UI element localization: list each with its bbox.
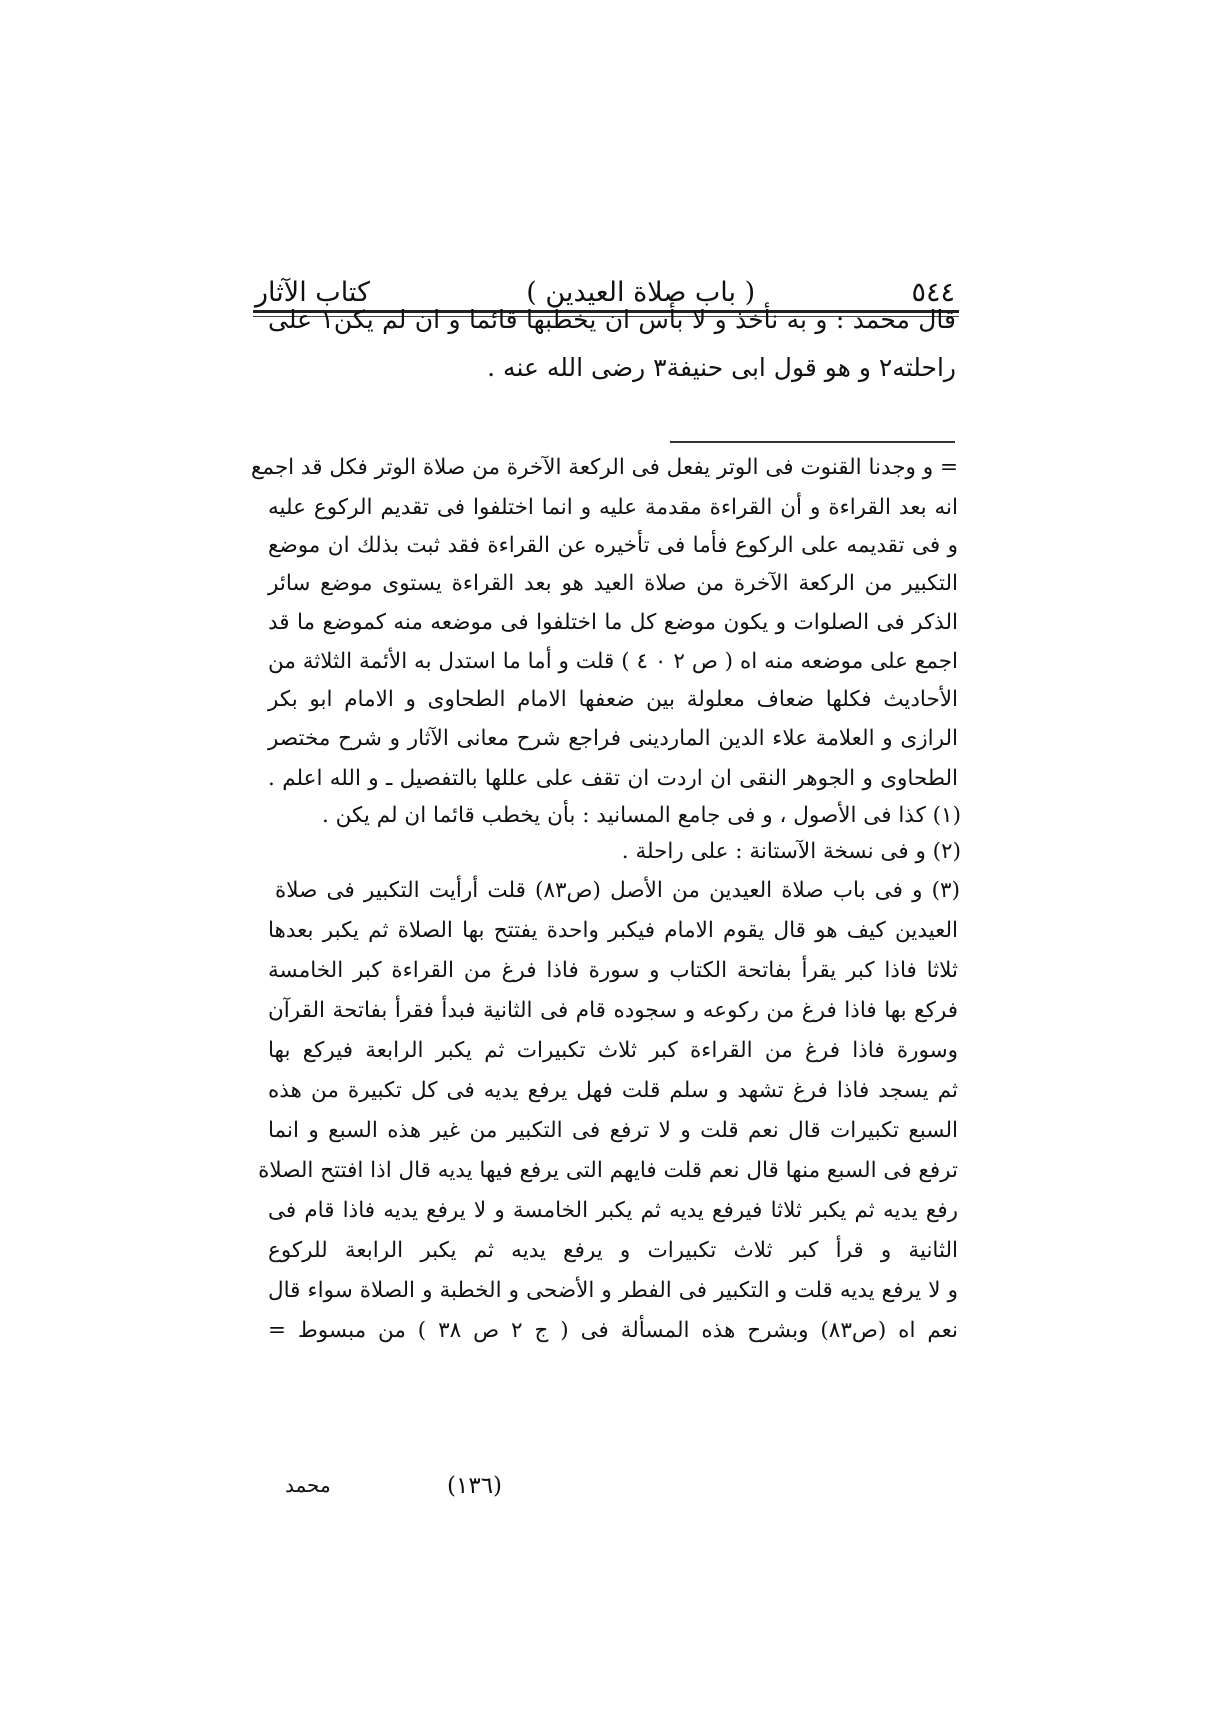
section-title: ( باب صلاة العيدين ) — [526, 277, 756, 308]
footer-signature: محمد — [285, 1473, 331, 1497]
footnote-3-line: رفع يديه ثم يكبر ثلاثا فيرفع يديه ثم يكبر الخامسة و لا يرفع يديه فاذا قام فى — [268, 1198, 958, 1223]
commentary-line: التكبير من الركعة الآخرة من صلاة العيد هو بعد القراءة يستوى موضع سائر — [268, 571, 958, 596]
commentary-line: الطحاوى و الجوهر النقى ان اردت ان تقف على عللها بالتفصيل ـ و الله اعلم . — [268, 766, 958, 791]
volume-number: (١٣٦) — [447, 1473, 503, 1499]
footnote-3-line: نعم اه (ص٨٣) وبشرح هذه المسألة فى ( ج ٢ ص ٣٨ ) من مبسوط = — [268, 1318, 958, 1343]
commentary-line: الأحاديث فكلها ضعاف معلولة بين ضعفها الامام الطحاوى و الامام ابو بكر — [268, 687, 958, 712]
footnote-3-line: ترفع فى السبع منها قال نعم قلت فايهم التى يرفع فيها يديه قال اذا افتتح الصلاة — [258, 1158, 958, 1183]
footnote-3-line: السبع تكبيرات قال نعم قلت و لا ترفع فى التكبير من غير هذه السبع و انما — [268, 1118, 958, 1143]
commentary-line: = و وجدنا القنوت فى الوتر يفعل فى الركعة الآخرة من صلاة الوتر فكل قد اجمع — [250, 455, 958, 480]
page-number: ٥٤٤ — [911, 277, 955, 308]
footnote-1: (١) كذا فى الأصول ، و فى جامع المسانيد : بأن يخطب قائما ان لم يكن . — [321, 803, 961, 828]
book-title: كتاب الآثار — [255, 277, 370, 308]
footnote-3-line: فركع بها فاذا فرغ من ركوعه و سجوده قام فى الثانية فبدأ فقرأ بفاتحة القرآن — [268, 998, 958, 1023]
footnote-3-line: (٣) و فى باب صلاة العيدين من الأصل (ص٨٣) قلت أرأيت التكبير فى صلاة — [275, 878, 960, 903]
main-text-line: راحلته٢ و هو قول ابى حنيفة٣ رضى الله عنه . — [487, 353, 956, 382]
commentary-line: الرازى و العلامة علاء الدين الماردينى فراجع شرح معانى الآثار و شرح مختصر — [268, 726, 958, 751]
commentary-line: اجمع على موضعه منه اه ( ص ٢ ٠ ٤ ) قلت و أما ما استدل به الأئمة الثلاثة من — [268, 649, 959, 674]
footnote-2: (٢) و فى نسخة الآستانة : على راحلة . — [621, 839, 961, 864]
footnote-3-line: ثم يسجد فاذا فرغ تشهد و سلم قلت فهل يرفع يديه فى كل تكبيرة من هذه — [268, 1078, 958, 1103]
footnote-3-line: وسورة فاذا فرغ من القراءة كبر ثلاث تكبيرات ثم يكبر الرابعة فيركع بها — [268, 1038, 958, 1063]
footnote-separator — [670, 441, 955, 443]
footnote-3-line: الثانية و قرأ كبر ثلاث تكبيرات و يرفع يديه ثم يكبر الرابعة للركوع — [268, 1238, 958, 1263]
commentary-line: انه بعد القراءة و أن القراءة مقدمة عليه و انما اختلفوا فى تقديم الركوع عليه — [268, 495, 958, 520]
commentary-line: و فى تقديمه على الركوع فأما فى تأخيره عن القراءة فقد ثبت بذلك ان موضع — [268, 533, 958, 558]
footnote-3-line: و لا يرفع يديه قلت و التكبير فى الفطر و الأضحى و الخطبة و الصلاة سواء قال — [268, 1278, 958, 1303]
footnote-3-line: ثلاثا فاذا كبر يقرأ بفاتحة الكتاب و سورة فاذا فرغ من القراءة كبر الخامسة — [268, 958, 958, 983]
commentary-line: الذكر فى الصلوات و يكون موضع كل ما اختلفوا فى موضعه منه كموضع ما قد — [268, 610, 958, 635]
footnote-3-line: العيدين كيف هو قال يقوم الامام فيكبر واحدة يفتتح بها الصلاة ثم يكبر بعدها — [268, 918, 958, 943]
main-text-line: قال محمد : و به نأخذ و لا بأس ان يخطبها قائما و ان لم يكن١ على — [268, 305, 956, 334]
